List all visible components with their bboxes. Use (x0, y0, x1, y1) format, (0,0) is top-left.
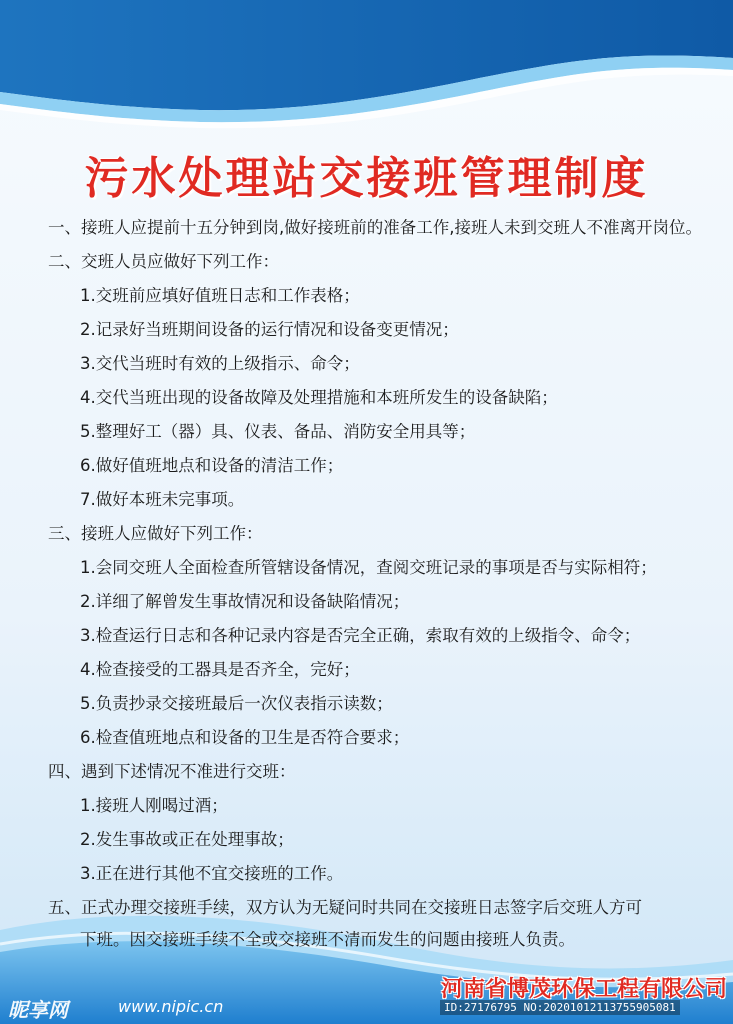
section-2-heading: 二、交班人员应做好下列工作： (48, 252, 279, 271)
section-3-heading: 三、接班人应做好下列工作： (48, 524, 263, 543)
section-2-item-4: 4.交代当班出现的设备故障及处理措施和本班所发生的设备缺陷； (80, 388, 558, 407)
section-2-item-1: 1.交班前应填好值班日志和工作表格； (80, 286, 360, 305)
section-4-item-3: 3.正在进行其他不宜交接班的工作。 (80, 864, 344, 883)
section-2-item-3: 3.交代当班时有效的上级指示、命令； (80, 354, 360, 373)
watermark-site: www.nipic.cn (118, 997, 224, 1016)
section-2-item-6: 6.做好值班地点和设备的清洁工作； (80, 456, 344, 475)
company-name: 河南省博茂环保工程有限公司 (440, 977, 727, 1002)
section-4-heading: 四、遇到下述情况不准进行交班： (48, 762, 296, 781)
section-4-item-1: 1.接班人刚喝过酒； (80, 796, 228, 815)
page-title: 污水处理站交接班管理制度 (84, 153, 649, 204)
section-3-item-6: 6.检查值班地点和设备的卫生是否符合要求； (80, 728, 410, 747)
section-3-item-3: 3.检查运行日志和各种记录内容是否完全正确，索取有效的上级指令、命令； (80, 626, 641, 645)
section-2-item-5: 5.整理好工（器）具、仪表、备品、消防安全用具等； (80, 422, 476, 441)
section-3-item-1: 1.会同交班人全面检查所管辖设备情况，查阅交班记录的事项是否与实际相符； (80, 558, 657, 577)
section-4-item-2: 2.发生事故或正在处理事故； (80, 830, 294, 849)
section-3-item-4: 4.检查接受的工器具是否齐全，完好； (80, 660, 360, 679)
image-id-strip: ID:27176795 NO:20201012113755905081 (440, 1000, 680, 1015)
section-3-item-2: 2.详细了解曾发生事故情况和设备缺陷情况； (80, 592, 410, 611)
section-3-item-5: 5.负责抄录交接班最后一次仪表指示读数； (80, 694, 393, 713)
section-2-item-7: 7.做好本班未完事项。 (80, 490, 245, 509)
watermark-logo: 昵享网 (8, 998, 68, 1022)
section-2-item-2: 2.记录好当班期间设备的运行情况和设备变更情况； (80, 320, 459, 339)
section-5-line-2: 下班。因交接班手续不全或交接班不清而发生的问题由接班人负责。 (80, 930, 575, 949)
section-1: 一、接班人应提前十五分钟到岗,做好接班前的准备工作,接班人未到交班人不准离开岗位。 (48, 218, 702, 237)
section-5-line-1: 五、正式办理交接班手续，双方认为无疑问时共同在交接班日志签字后交班人方可 (48, 898, 642, 917)
